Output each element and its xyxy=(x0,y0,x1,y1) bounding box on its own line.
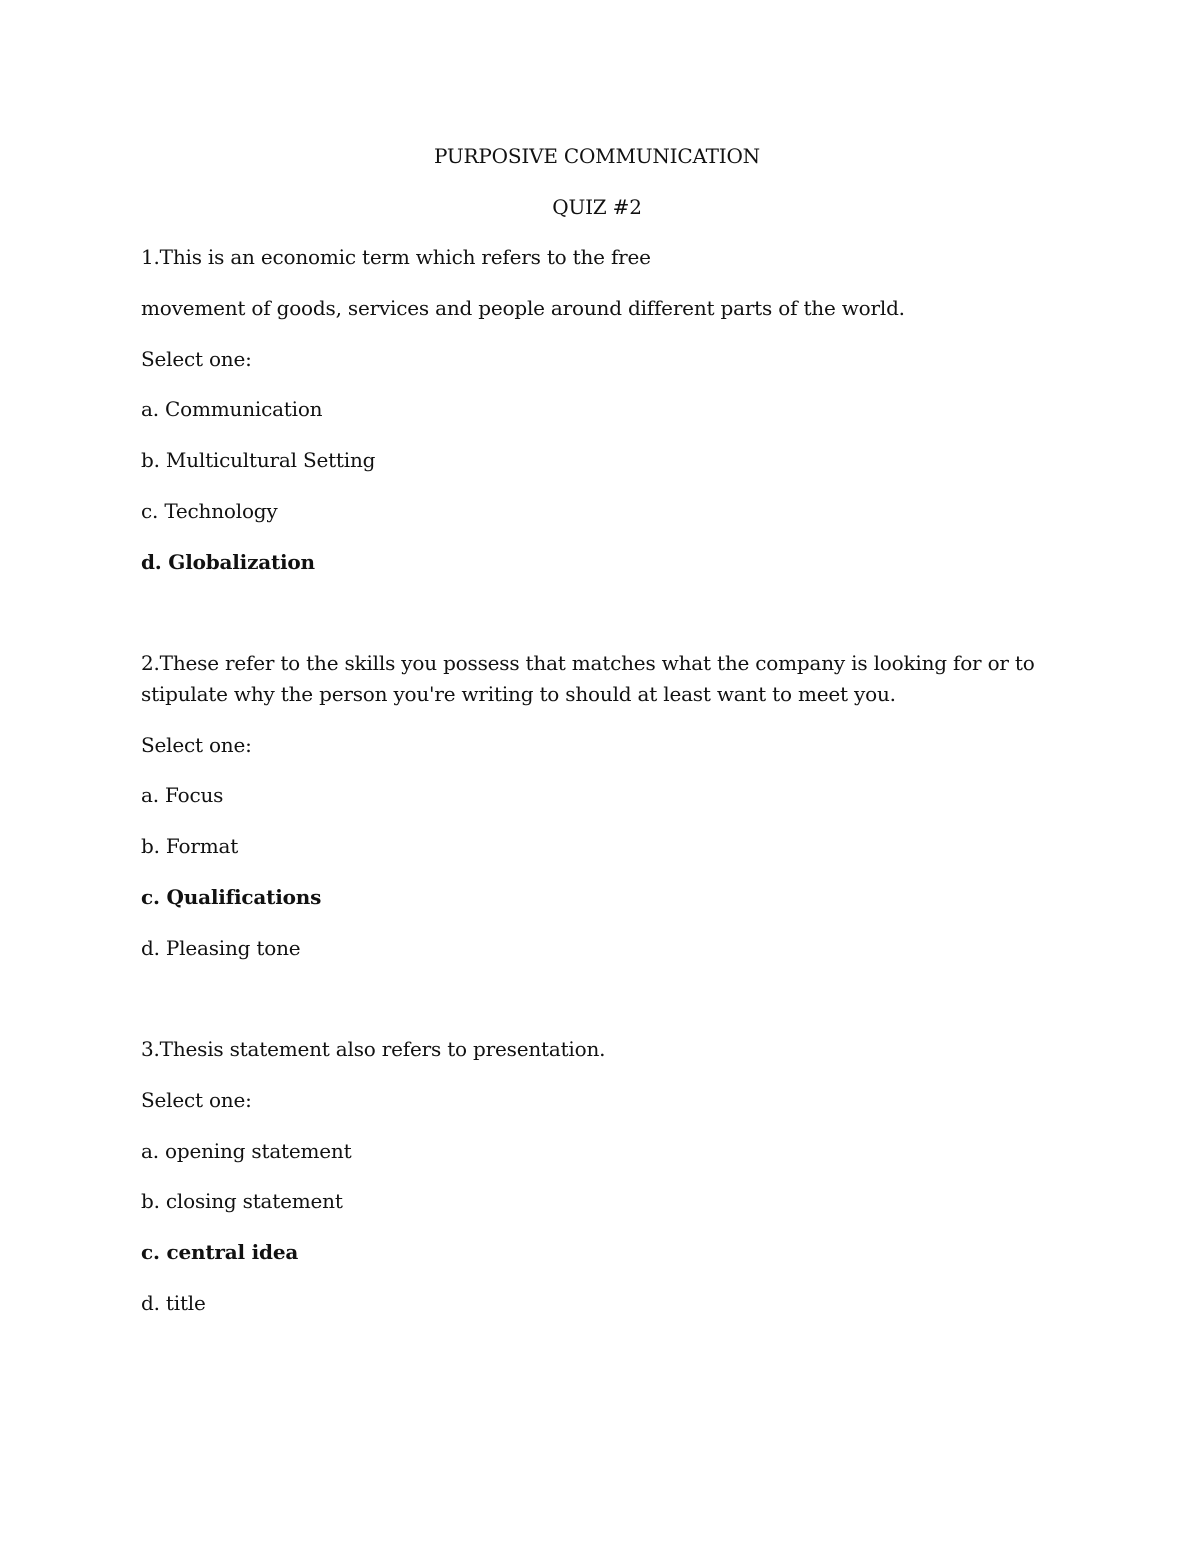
question-1-prompt-line-2: movement of goods, services and people around different parts of the world. xyxy=(141,296,905,320)
question-1-option-a: a. Communication xyxy=(141,397,323,421)
question-1-instruction: Select one: xyxy=(141,347,252,371)
question-2-option-b: b. Format xyxy=(141,834,239,858)
question-3-option-d: d. title xyxy=(141,1291,206,1315)
question-3-prompt-line-1: 3.Thesis statement also refers to presentation. xyxy=(141,1037,606,1061)
question-3-instruction: Select one: xyxy=(141,1088,252,1112)
question-3-option-b: b. closing statement xyxy=(141,1189,343,1213)
quiz-number: QUIZ #2 xyxy=(552,195,642,219)
question-1-option-d-answer: d. Globalization xyxy=(141,550,315,574)
question-1-option-c: c. Technology xyxy=(141,499,278,523)
question-2-prompt-line-2: stipulate why the person you're writing to should at least want to meet you. xyxy=(141,682,896,706)
question-2-instruction: Select one: xyxy=(141,733,252,757)
page-title: PURPOSIVE COMMUNICATION xyxy=(434,144,760,168)
question-2-option-a: a. Focus xyxy=(141,783,224,807)
question-2-option-d: d. Pleasing tone xyxy=(141,936,301,960)
question-3-option-a: a. opening statement xyxy=(141,1139,352,1163)
question-2-option-c-answer: c. Qualifications xyxy=(141,885,322,909)
question-1-option-b: b. Multicultural Setting xyxy=(141,448,376,472)
question-2-prompt-line-1: 2.These refer to the skills you possess that matches what the company is looking for or to xyxy=(141,651,1035,675)
question-1-prompt-line-1: 1.This is an economic term which refers to the free xyxy=(141,245,651,269)
question-3-option-c-answer: c. central idea xyxy=(141,1240,299,1264)
